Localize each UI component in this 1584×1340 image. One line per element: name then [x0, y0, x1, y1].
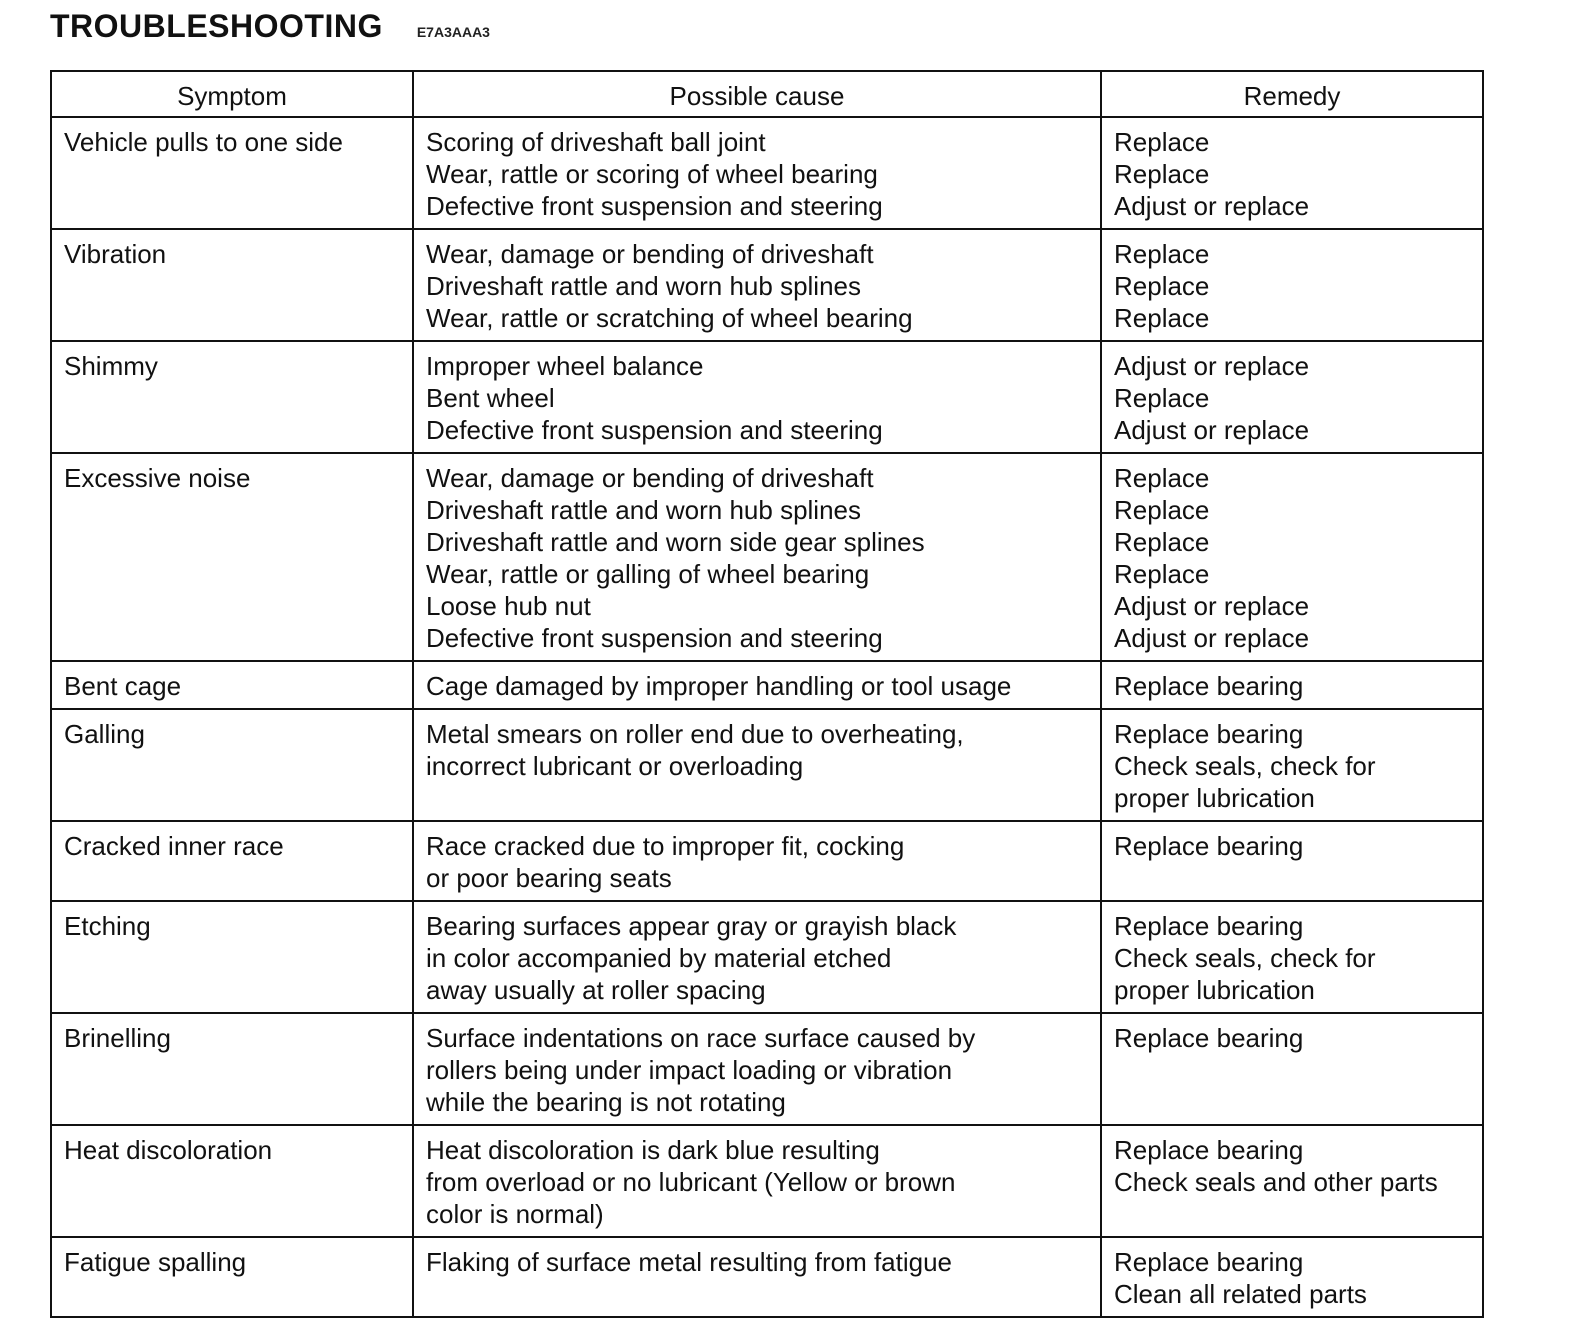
table-row [51, 1013, 1483, 1125]
remedy-line: Check seals, check for [1114, 943, 1376, 973]
remedy-line: Adjust or replace [1114, 591, 1310, 621]
symptom-text: Galling [64, 719, 145, 749]
remedy-line: Replace bearing [1114, 911, 1304, 941]
cause-line: or poor bearing seats [426, 863, 672, 893]
remedy-line: Replace bearing [1114, 1247, 1304, 1277]
remedy-line: Check seals, check for [1114, 751, 1376, 781]
remedy-cell [1101, 1125, 1483, 1237]
cause-line: color is normal) [426, 1199, 604, 1229]
table-row [51, 1125, 1483, 1237]
page-header [50, 8, 490, 45]
symptom-cell [51, 1125, 413, 1237]
column-header-remedy: Remedy [1101, 71, 1483, 117]
document-code: E7A3AAA3 [416, 24, 490, 40]
remedy-cell [1101, 1013, 1483, 1125]
remedy-line: Replace bearing [1114, 831, 1304, 861]
cause-line: Bearing surfaces appear gray or grayish black [426, 911, 957, 941]
table-row [51, 901, 1483, 1013]
table-row [51, 453, 1483, 661]
remedy-line: Replace bearing [1114, 719, 1304, 749]
symptom-cell [51, 1237, 413, 1317]
cause-line: in color accompanied by material etched [426, 943, 892, 973]
cause-line: Defective front suspension and steering [426, 191, 883, 221]
cause-line: Wear, damage or bending of driveshaft [426, 463, 874, 493]
symptom-cell [51, 1013, 413, 1125]
symptom-cell [51, 117, 413, 229]
cause-line: Defective front suspension and steering [426, 415, 883, 445]
cause-cell [413, 661, 1101, 709]
cause-line: incorrect lubricant or overloading [426, 751, 804, 781]
table-row [51, 1237, 1483, 1317]
cause-line: Driveshaft rattle and worn side gear splines [426, 527, 925, 557]
remedy-cell [1101, 453, 1483, 661]
cause-line: from overload or no lubricant (Yellow or brown [426, 1167, 956, 1197]
symptom-cell [51, 821, 413, 901]
table-header-row [51, 71, 1483, 117]
symptom-text: Bent cage [64, 671, 182, 701]
cause-line: Wear, rattle or scoring of wheel bearing [426, 159, 878, 189]
remedy-line: Replace [1114, 383, 1210, 413]
cause-line: Race cracked due to improper fit, cocking [426, 831, 905, 861]
cause-line: Wear, damage or bending of driveshaft [426, 239, 874, 269]
cause-line: Driveshaft rattle and worn hub splines [426, 495, 862, 525]
page-title: TROUBLESHOOTING [50, 8, 383, 44]
cause-cell [413, 341, 1101, 453]
remedy-line: Check seals and other parts [1114, 1167, 1438, 1197]
symptom-text: Fatigue spalling [64, 1247, 247, 1277]
cause-cell [413, 821, 1101, 901]
remedy-line: Adjust or replace [1114, 191, 1310, 221]
cause-cell [413, 1125, 1101, 1237]
cause-cell [413, 229, 1101, 341]
symptom-text: Vehicle pulls to one side [64, 127, 343, 157]
remedy-line: Replace [1114, 559, 1210, 589]
column-header-possible-cause: Possible cause [413, 71, 1101, 117]
remedy-cell [1101, 229, 1483, 341]
cause-line: Cage damaged by improper handling or tool usage [426, 671, 1012, 701]
cause-line: Metal smears on roller end due to overheating, [426, 719, 964, 749]
cause-line: rollers being under impact loading or vibration [426, 1055, 953, 1085]
table-row [51, 117, 1483, 229]
symptom-text: Excessive noise [64, 463, 251, 493]
remedy-line: Replace [1114, 463, 1210, 493]
table-row [51, 341, 1483, 453]
remedy-line: Replace [1114, 159, 1210, 189]
remedy-line: Replace [1114, 239, 1210, 269]
cause-line: Flaking of surface metal resulting from fatigue [426, 1247, 953, 1277]
remedy-line: Replace [1114, 527, 1210, 557]
cause-line: Loose hub nut [426, 591, 591, 621]
cause-line: Heat discoloration is dark blue resulting [426, 1135, 880, 1165]
remedy-cell [1101, 821, 1483, 901]
symptom-text: Etching [64, 911, 151, 941]
symptom-cell [51, 229, 413, 341]
symptom-cell [51, 661, 413, 709]
table-row [51, 661, 1483, 709]
table-row [51, 821, 1483, 901]
remedy-line: Replace [1114, 303, 1210, 333]
remedy-line: Replace bearing [1114, 671, 1304, 701]
cause-line: Bent wheel [426, 383, 555, 413]
remedy-line: Replace bearing [1114, 1135, 1304, 1165]
symptom-cell [51, 709, 413, 821]
cause-line: while the bearing is not rotating [426, 1087, 786, 1117]
remedy-line: Adjust or replace [1114, 623, 1310, 653]
cause-line: Defective front suspension and steering [426, 623, 883, 653]
cause-cell [413, 1237, 1101, 1317]
cause-line: Driveshaft rattle and worn hub splines [426, 271, 862, 301]
symptom-text: Vibration [64, 239, 167, 269]
remedy-line: Adjust or replace [1114, 415, 1310, 445]
remedy-line: Replace [1114, 127, 1210, 157]
symptom-text: Brinelling [64, 1023, 171, 1053]
remedy-line: proper lubrication [1114, 783, 1315, 813]
cause-cell [413, 1013, 1101, 1125]
remedy-cell [1101, 709, 1483, 821]
table-row [51, 229, 1483, 341]
remedy-cell [1101, 661, 1483, 709]
symptom-text: Cracked inner race [64, 831, 284, 861]
remedy-cell [1101, 117, 1483, 229]
remedy-cell [1101, 901, 1483, 1013]
symptom-text: Heat discoloration [64, 1135, 273, 1165]
cause-line: away usually at roller spacing [426, 975, 766, 1005]
troubleshooting-table [50, 70, 1484, 1318]
cause-cell [413, 117, 1101, 229]
remedy-line: Replace [1114, 495, 1210, 525]
table-row [51, 709, 1483, 821]
symptom-text: Shimmy [64, 351, 158, 381]
symptom-cell [51, 901, 413, 1013]
cause-line: Surface indentations on race surface caused by [426, 1023, 976, 1053]
column-header-symptom: Symptom [51, 71, 413, 117]
remedy-cell [1101, 341, 1483, 453]
remedy-line: Replace [1114, 271, 1210, 301]
cause-cell [413, 901, 1101, 1013]
remedy-line: Replace bearing [1114, 1023, 1304, 1053]
symptom-cell [51, 341, 413, 453]
cause-cell [413, 709, 1101, 821]
cause-line: Improper wheel balance [426, 351, 704, 381]
remedy-cell [1101, 1237, 1483, 1317]
remedy-line: Adjust or replace [1114, 351, 1310, 381]
remedy-line: Clean all related parts [1114, 1279, 1367, 1309]
cause-line: Scoring of driveshaft ball joint [426, 127, 766, 157]
symptom-cell [51, 453, 413, 661]
cause-line: Wear, rattle or scratching of wheel bearing [426, 303, 913, 333]
remedy-line: proper lubrication [1114, 975, 1315, 1005]
cause-line: Wear, rattle or galling of wheel bearing [426, 559, 870, 589]
cause-cell [413, 453, 1101, 661]
